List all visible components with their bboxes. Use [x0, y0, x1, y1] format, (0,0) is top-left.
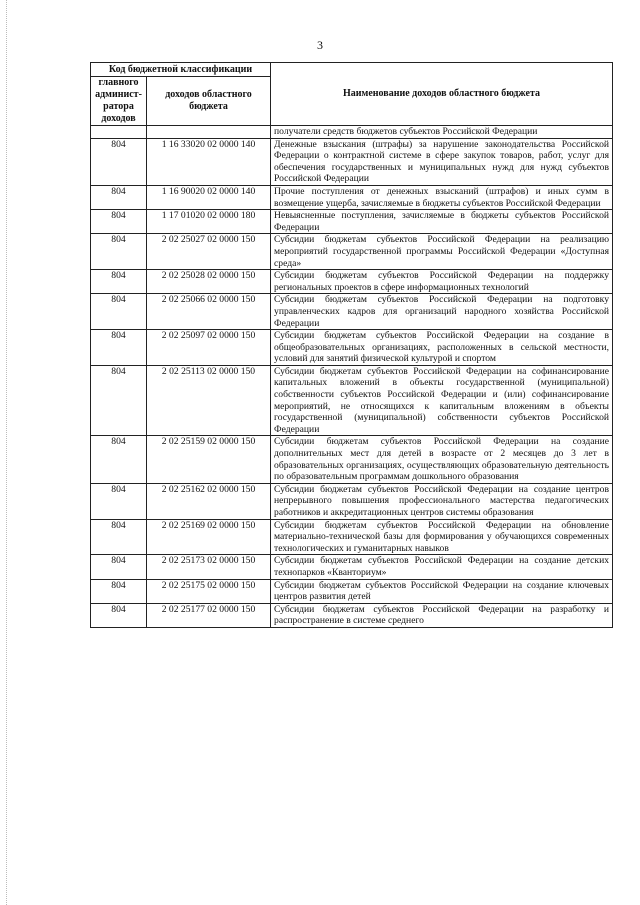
admin-code-cell: 804: [91, 138, 147, 185]
admin-code-cell: 804: [91, 270, 147, 294]
table-row: [91, 126, 613, 139]
revenue-name-cell: Субсидии бюджетам субъектов Российской Федерации на обновление материально-технической базы для формирования у обучающихся современных технологических и гуманитарных навыков: [271, 519, 613, 555]
table-row: [91, 234, 613, 270]
admin-code-cell: 804: [91, 436, 147, 483]
admin-code-cell: 804: [91, 185, 147, 209]
revenue-code-cell: 2 02 25027 02 0000 150: [147, 234, 271, 270]
admin-code-cell: 804: [91, 234, 147, 270]
revenue-code-cell: 1 16 90020 02 0000 140: [147, 185, 271, 209]
revenue-code-cell: 2 02 25113 02 0000 150: [147, 365, 271, 436]
table-body: [91, 126, 613, 628]
table-row: [91, 270, 613, 294]
revenue-code-cell: 2 02 25177 02 0000 150: [147, 603, 271, 627]
admin-code-cell: 804: [91, 330, 147, 366]
header-chief-administrator: главного админист-ратора доходов: [91, 77, 147, 126]
revenue-name-cell: Субсидии бюджетам субъектов Российской Федерации на разработку и распространение в системе среднего: [271, 603, 613, 627]
revenue-code-cell: 2 02 25175 02 0000 150: [147, 579, 271, 603]
scan-margin-line: [6, 0, 8, 905]
page-number: 3: [317, 38, 323, 52]
revenue-code-cell: 2 02 25159 02 0000 150: [147, 436, 271, 483]
revenue-code-cell: 2 02 25173 02 0000 150: [147, 555, 271, 579]
revenue-name-cell: Субсидии бюджетам субъектов Российской Федерации на создание детских технопарков «Кванториум»: [271, 555, 613, 579]
revenue-name-cell: Субсидии бюджетам субъектов Российской Федерации на реализацию мероприятий государственной программы Российской Федерации «Доступная среда»: [271, 234, 613, 270]
revenue-code-cell: [147, 126, 271, 139]
admin-code-cell: [91, 126, 147, 139]
admin-code-cell: 804: [91, 210, 147, 234]
revenue-code-cell: 2 02 25162 02 0000 150: [147, 483, 271, 519]
revenue-code-cell: 1 16 33020 02 0000 140: [147, 138, 271, 185]
table-row: [91, 579, 613, 603]
revenue-name-cell: Субсидии бюджетам субъектов Российской Федерации на поддержку региональных проектов в сфере информационных технологий: [271, 270, 613, 294]
admin-code-cell: 804: [91, 555, 147, 579]
table-row: [91, 330, 613, 366]
revenue-name-cell: Невыясненные поступления, зачисляемые в бюджеты субъектов Российской Федерации: [271, 210, 613, 234]
admin-code-cell: 804: [91, 519, 147, 555]
revenue-name-cell: Субсидии бюджетам субъектов Российской Федерации на создание центров непрерывного повышения профессионального мастерства педагогических работников и аккредитационных центров системы образования: [271, 483, 613, 519]
revenue-code-cell: 1 17 01020 02 0000 180: [147, 210, 271, 234]
revenue-name-cell: получатели средств бюджетов субъектов Российской Федерации: [271, 126, 613, 139]
table-row: [91, 294, 613, 330]
admin-code-cell: 804: [91, 603, 147, 627]
admin-code-cell: 804: [91, 579, 147, 603]
header-regional-budget-revenue: доходов областного бюджета: [147, 77, 271, 126]
table-header: [91, 63, 613, 126]
table-row: [91, 519, 613, 555]
table-row: [91, 555, 613, 579]
revenue-name-cell: Субсидии бюджетам субъектов Российской Федерации на создание в общеобразовательных организациях, расположенных в сельской местности, условий для занятий физической культурой и спортом: [271, 330, 613, 366]
revenue-name-cell: Субсидии бюджетам субъектов Российской Федерации на создание дополнительных мест для детей в возрасте от 2 месяцев до 3 лет в образовательных организациях, осуществляющих образовательную деятельность по образовательным программам дошкольного образования: [271, 436, 613, 483]
header-budget-classification-code: Код бюджетной классификации: [91, 63, 271, 77]
revenue-name-cell: Субсидии бюджетам субъектов Российской Федерации на подготовку управленческих кадров для организаций народного хозяйства Российской Федерации: [271, 294, 613, 330]
revenue-name-cell: Субсидии бюджетам субъектов Российской Федерации на софинансирование капитальных вложений в объекты государственной (муниципальной) собственности субъектов Российской Федерации и (или) софинансирование мероприятий, не относящихся к капитальным вложениям в объекты государственной (муниципальной) собственности субъектов Российской Федерации: [271, 365, 613, 436]
budget-classification-table: [90, 62, 613, 628]
revenue-code-cell: 2 02 25169 02 0000 150: [147, 519, 271, 555]
admin-code-cell: 804: [91, 483, 147, 519]
table-row: [91, 603, 613, 627]
header-revenue-name: Наименование доходов областного бюджета: [271, 63, 613, 126]
revenue-name-cell: Субсидии бюджетам субъектов Российской Федерации на создание ключевых центров развития детей: [271, 579, 613, 603]
revenue-code-cell: 2 02 25028 02 0000 150: [147, 270, 271, 294]
revenue-code-cell: 2 02 25097 02 0000 150: [147, 330, 271, 366]
table-row: [91, 436, 613, 483]
admin-code-cell: 804: [91, 365, 147, 436]
revenue-name-cell: Прочие поступления от денежных взысканий (штрафов) и иных сумм в возмещение ущерба, зачисляемые в бюджеты субъектов Российской Федерации: [271, 185, 613, 209]
table-row: [91, 138, 613, 185]
table-row: [91, 365, 613, 436]
table-row: [91, 210, 613, 234]
admin-code-cell: 804: [91, 294, 147, 330]
revenue-name-cell: Денежные взыскания (штрафы) за нарушение законодательства Российской Федерации о контрактной системе в сфере закупок товаров, работ, услуг для обеспечения государственных и муниципальных нужд для нужд субъектов Российской Федерации: [271, 138, 613, 185]
table-row: [91, 483, 613, 519]
table-row: [91, 185, 613, 209]
revenue-code-cell: 2 02 25066 02 0000 150: [147, 294, 271, 330]
